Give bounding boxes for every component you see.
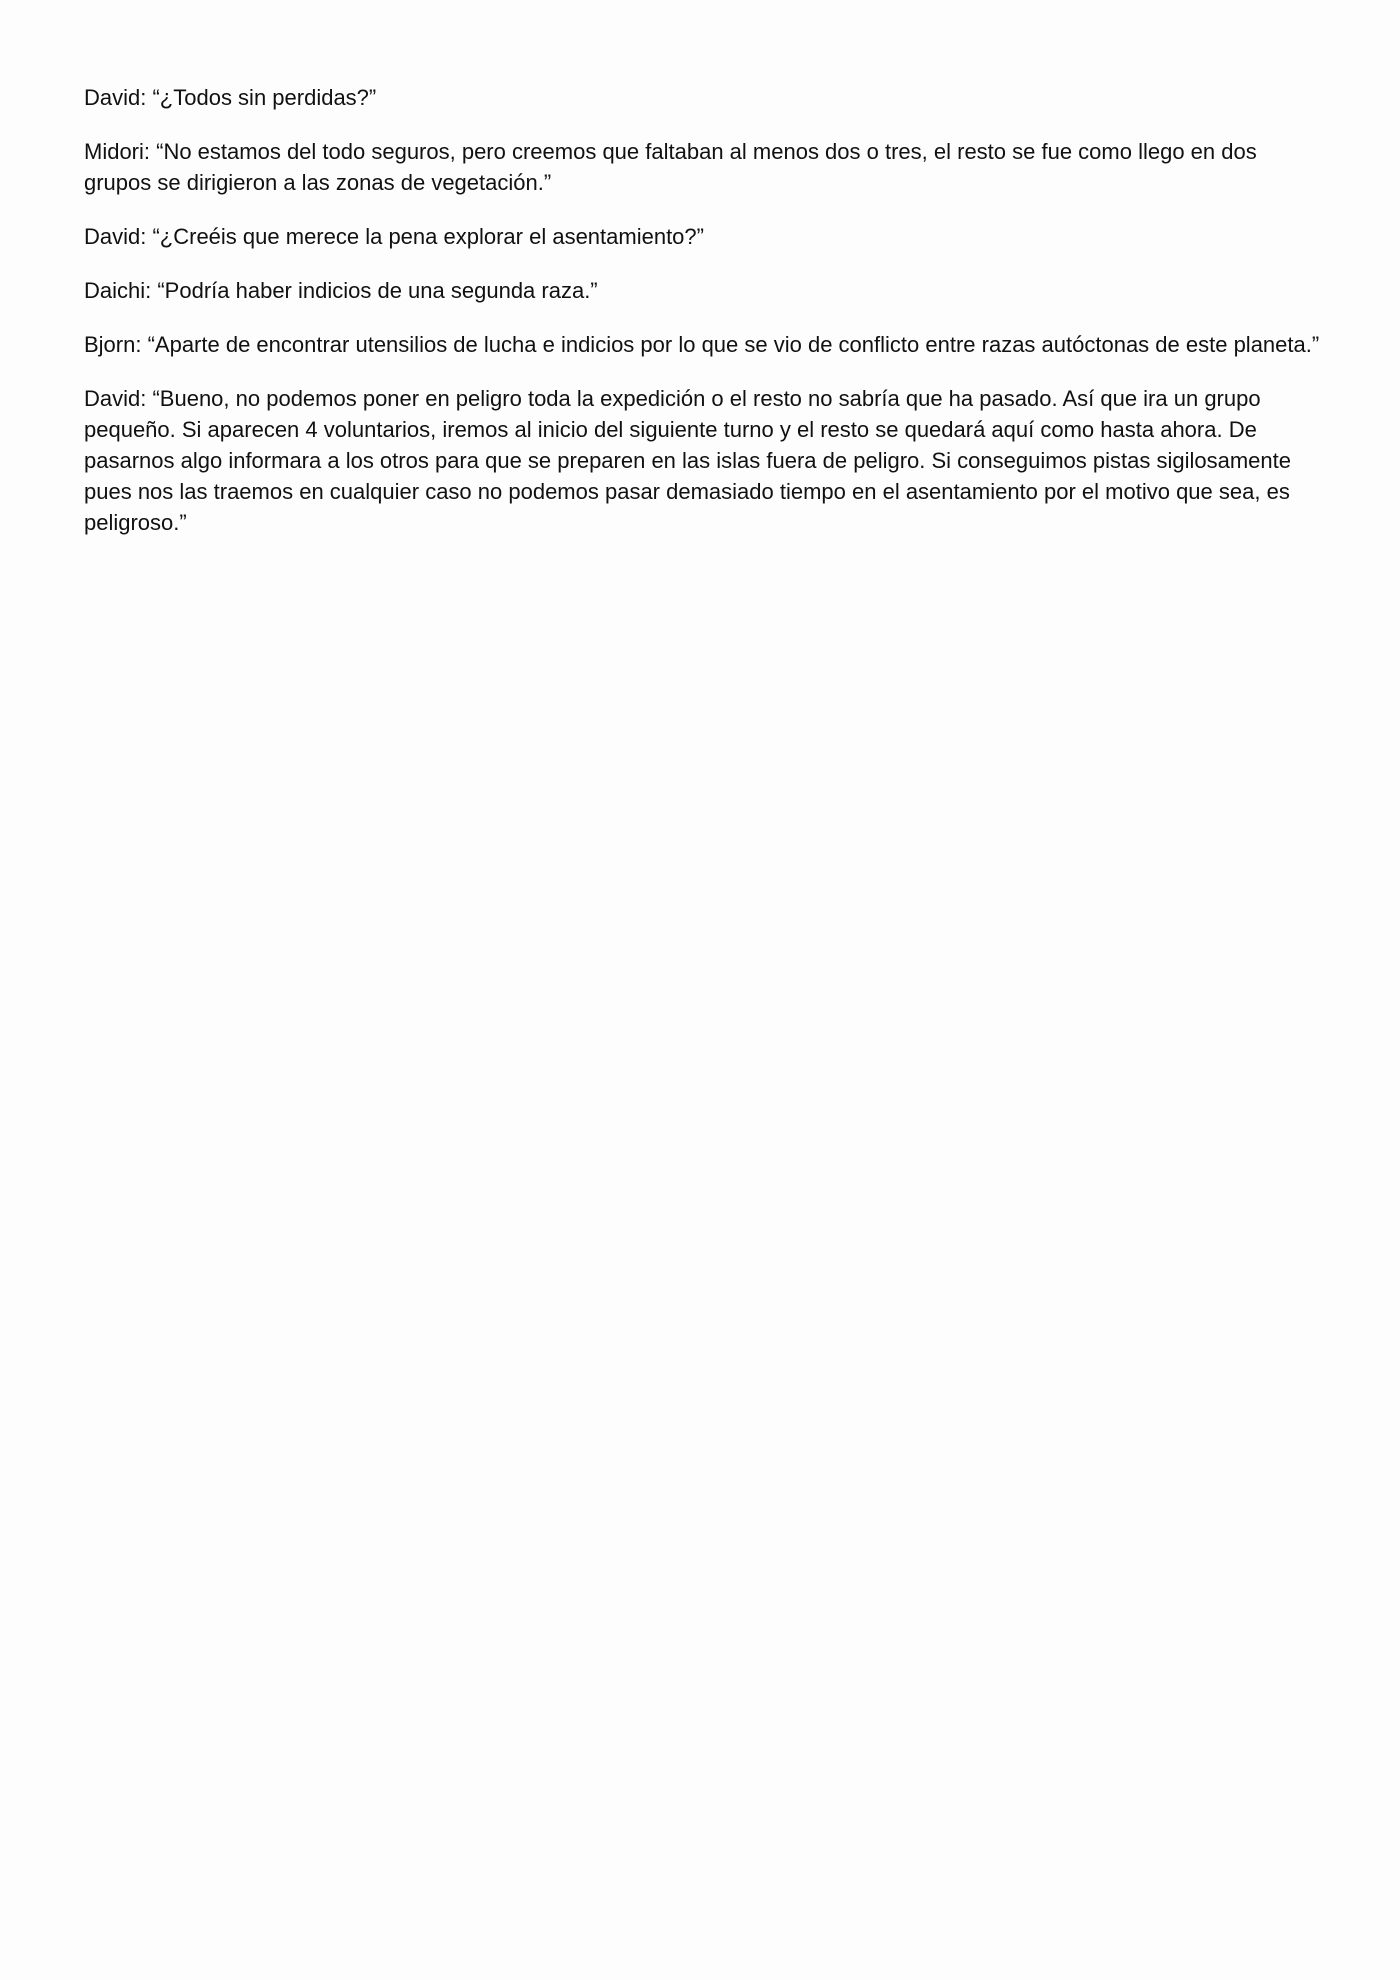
document-body bbox=[84, 82, 1324, 561]
dialogue-paragraph-david-3: David: “Bueno, no podemos poner en peligro toda la expedición o el resto no sabría que ha pasado. Así que ira un grupo pequeño. Si aparecen 4 voluntarios, iremos al inicio del siguiente turno y el resto se quedará aquí como hasta ahora. De pasarnos algo informara a los otros para que se preparen en las islas fuera de peligro. Si conseguimos pistas sigilosamente pues nos las traemos en cualquier caso no podemos pasar demasiado tiempo en el asentamiento por el motivo que sea, es peligroso.” bbox=[84, 386, 1292, 535]
dialogue-paragraph-midori: Midori: “No estamos del todo seguros, pero creemos que faltaban al menos dos o tres, el resto se fue como llego en dos grupos se dirigieron a las zonas de vegetación.” bbox=[84, 139, 1257, 195]
dialogue-paragraph-david-1: David: “¿Todos sin perdidas?” bbox=[84, 85, 377, 110]
dialogue-paragraph-daichi: Daichi: “Podría haber indicios de una segunda raza.” bbox=[84, 278, 598, 303]
dialogue-paragraph-bjorn: Bjorn: “Aparte de encontrar utensilios de lucha e indicios por lo que se vio de conflicto entre razas autóctonas de este planeta.” bbox=[84, 332, 1320, 357]
dialogue-paragraph-david-2: David: “¿Creéis que merece la pena explorar el asentamiento?” bbox=[84, 224, 704, 249]
